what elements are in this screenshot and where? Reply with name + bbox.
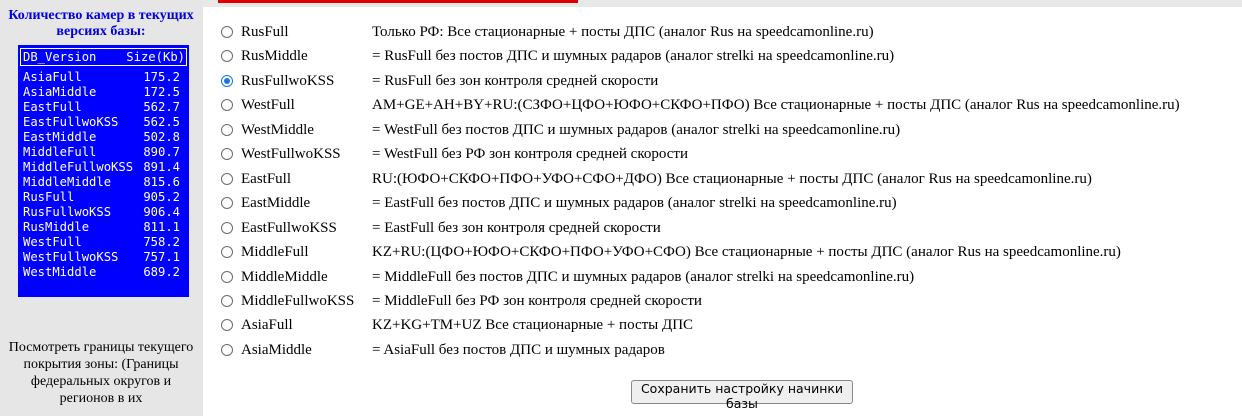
db-option-row[interactable]: [203, 339, 1242, 363]
main-panel: [203, 7, 1242, 416]
db-header-size: Size(Kb): [126, 50, 185, 64]
db-row-name: MiddleFullwoKSS: [23, 160, 134, 174]
db-row-size: 562.5: [143, 115, 180, 129]
db-row: [23, 145, 180, 160]
db-option-row[interactable]: [203, 21, 1242, 45]
db-row-name: WestFullwoKSS: [23, 250, 119, 264]
db-row-name: RusMiddle: [23, 220, 90, 234]
db-row: [23, 175, 180, 190]
radio-EastFull[interactable]: [221, 173, 233, 185]
option-description: = MiddleFull без РФ зон контроля средней скорости: [372, 292, 702, 309]
option-label[interactable]: AsiaFull: [241, 317, 293, 334]
option-description: = RusFull без зон контроля средней скорости: [372, 72, 659, 89]
option-label[interactable]: AsiaMiddle: [241, 341, 312, 358]
db-row-name: EastMiddle: [23, 130, 97, 144]
db-row: [23, 130, 180, 145]
db-row-size: 502.8: [143, 130, 180, 144]
radio-MiddleFullwoKSS[interactable]: [221, 295, 233, 307]
radio-RusFullwoKSS[interactable]: [221, 75, 233, 87]
option-label[interactable]: RusFullwoKSS: [241, 72, 335, 89]
option-description: = MiddleFull без постов ДПС и шумных радаров (аналог strelki на speedcamonline.ru): [372, 268, 915, 285]
db-row-name: WestFull: [23, 235, 82, 249]
radio-RusFull[interactable]: [221, 26, 233, 38]
db-row: [23, 190, 180, 205]
db-table-header: [20, 48, 187, 66]
db-option-row[interactable]: [203, 192, 1242, 216]
db-row: [23, 85, 180, 100]
option-description: = EastFull без зон контроля средней скорости: [372, 219, 661, 236]
db-row-name: EastFullwoKSS: [23, 115, 119, 129]
radio-EastFullwoKSS[interactable]: [221, 222, 233, 234]
db-option-row[interactable]: [203, 266, 1242, 290]
db-row-size: 757.1: [143, 250, 180, 264]
db-option-row[interactable]: [203, 168, 1242, 192]
option-description: KZ+RU:(ЦФО+ЮФО+СКФО+ПФО+УФО+СФО) Все стационарные + посты ДПС (аналог Rus на speedcamonline.ru): [372, 244, 1121, 261]
db-row: [23, 100, 180, 115]
option-label[interactable]: RusMiddle: [241, 48, 308, 65]
option-label[interactable]: EastFullwoKSS: [241, 219, 337, 236]
db-row-size: 906.4: [143, 205, 180, 219]
db-option-row[interactable]: [203, 314, 1242, 338]
radio-WestMiddle[interactable]: [221, 124, 233, 136]
sidebar: [0, 0, 203, 416]
db-row-name: MiddleMiddle: [23, 175, 112, 189]
db-row: [23, 265, 180, 280]
db-row-size: 811.1: [143, 220, 180, 234]
db-row-size: 815.6: [143, 175, 180, 189]
db-size-table: [18, 45, 189, 297]
coverage-link-text[interactable]: Посмотреть границы текущего покрытия зоны: (Границы федеральных округов и регионов в их: [8, 340, 194, 406]
db-row-size: 905.2: [143, 190, 180, 204]
db-row: [23, 220, 180, 235]
option-description: = RusFull без постов ДПС и шумных радаров (аналог strelki на speedcamonline.ru): [372, 48, 895, 65]
db-option-row[interactable]: [203, 217, 1242, 241]
db-row: [23, 250, 180, 265]
db-row-name: AsiaFull: [23, 70, 82, 84]
db-row-size: 891.4: [143, 160, 180, 174]
db-row-size: 175.2: [143, 70, 180, 84]
db-option-row[interactable]: [203, 290, 1242, 314]
option-label[interactable]: RusFull: [241, 24, 289, 40]
option-label[interactable]: EastFull: [241, 170, 292, 187]
option-label[interactable]: MiddleFull: [241, 244, 309, 261]
db-row-name: RusFullwoKSS: [23, 205, 112, 219]
db-row-size: 758.2: [143, 235, 180, 249]
radio-MiddleMiddle[interactable]: [221, 271, 233, 283]
option-label[interactable]: MiddleFullwoKSS: [241, 292, 355, 309]
db-row-name: RusFull: [23, 190, 75, 204]
db-row-name: AsiaMiddle: [23, 85, 97, 99]
option-label[interactable]: WestMiddle: [241, 121, 314, 138]
option-description: = WestFull без РФ зон контроля средней скорости: [372, 146, 688, 163]
radio-AsiaMiddle[interactable]: [221, 344, 233, 356]
db-row-name: EastFull: [23, 100, 82, 114]
db-option-row[interactable]: [203, 143, 1242, 167]
radio-RusMiddle[interactable]: [221, 50, 233, 62]
db-row-size: 172.5: [143, 85, 180, 99]
db-row-name: MiddleFull: [23, 145, 97, 159]
radio-WestFullwoKSS[interactable]: [221, 148, 233, 160]
option-description: KZ+KG+TM+UZ Все стационарные + посты ДПС: [372, 317, 694, 334]
save-settings-button[interactable]: Сохранить настройку начинки базы: [631, 380, 853, 404]
option-label[interactable]: MiddleMiddle: [241, 268, 328, 285]
option-label[interactable]: WestFullwoKSS: [241, 146, 341, 163]
camera-count-title: Количество камер в текущих версиях базы:: [8, 8, 194, 39]
db-row: [23, 205, 180, 220]
db-row-size: 562.7: [143, 100, 180, 114]
option-description: Только РФ: Все стационарные + посты ДПС (аналог Rus на speedcamonline.ru): [372, 24, 874, 40]
radio-EastMiddle[interactable]: [221, 197, 233, 209]
db-option-row[interactable]: [203, 94, 1242, 118]
top-red-banner-edge: [218, 0, 578, 3]
option-description: = EastFull без постов ДПС и шумных радаров (аналог strelki на speedcamonline.ru): [372, 195, 897, 212]
db-row: [23, 235, 180, 250]
option-description: AM+GE+AH+BY+RU:(СЗФО+ЦФО+ЮФО+СКФО+ПФО) Все стационарные + посты ДПС (аналог Rus на speedcamonline.ru): [372, 97, 1180, 114]
radio-AsiaFull[interactable]: [221, 319, 233, 331]
db-option-row[interactable]: [203, 241, 1242, 265]
option-description: = WestFull без постов ДПС и шумных радаров (аналог strelki на speedcamonline.ru): [372, 121, 901, 138]
db-option-row[interactable]: [203, 119, 1242, 143]
option-description: = AsiaFull без постов ДПС и шумных радаров: [372, 341, 665, 358]
db-row-size: 890.7: [143, 145, 180, 159]
db-option-row[interactable]: [203, 70, 1242, 94]
db-row: [23, 160, 180, 175]
db-row: [23, 70, 180, 85]
radio-WestFull[interactable]: [221, 99, 233, 111]
db-row: [23, 115, 180, 130]
db-row-name: WestMiddle: [23, 265, 97, 279]
option-label[interactable]: WestFull: [241, 97, 295, 114]
radio-MiddleFull[interactable]: [221, 246, 233, 258]
db-header-version: DB_Version: [23, 50, 97, 64]
db-option-row[interactable]: [203, 45, 1242, 69]
option-label[interactable]: EastMiddle: [241, 195, 311, 212]
db-row-size: 689.2: [143, 265, 180, 279]
option-description: RU:(ЮФО+СКФО+ПФО+УФО+СФО+ДФО) Все стационарные + посты ДПС (аналог Rus на speedcamonline.ru): [372, 170, 1092, 187]
